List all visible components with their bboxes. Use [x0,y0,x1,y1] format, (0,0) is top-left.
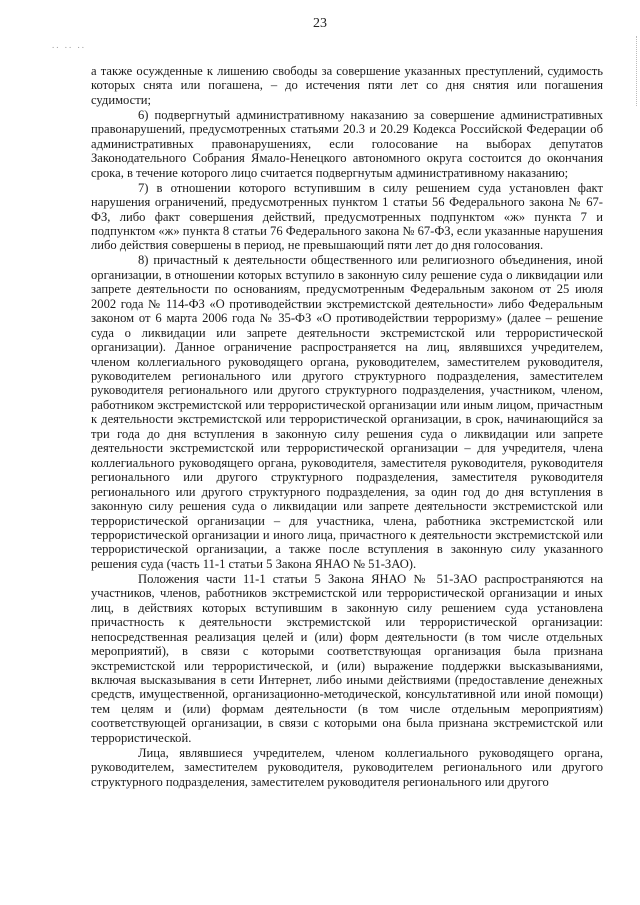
document-body [91,64,603,789]
paragraph-item-8: 8) причастный к деятельности общественного или религиозного объединения, иной организации, в отношении которых вступило в законную силу решение суда о ликвидации или запрете деятельности по основаниям, предусмотренным Федеральным законом от 25 июля 2002 года № 114-ФЗ «О противодействии экстремистской деятельности» либо Федеральным законом от 6 марта 2006 года № 35-ФЗ «О противодействии терроризму» (далее – решение суда о ликвидации или запрете деятельности экстремистской или террористической организации). Данное ограничение распространяется на лиц, являвшихся учредителем, членом коллегиального руководящего органа, руководителем, заместителем руководителя, руководителем регионального или другого структурного подразделения, заместителем руководителя регионального или другого структурного подразделения, участником, членом, работником экстремистской или террористической организации или иным лицом, причастным к деятельности экстремистской или террористической организации, в срок, начинающийся за три года до дня вступления в законную силу решения суда о ликвидации или запрете деятельности экстремистской или террористической организации – для учредителя, члена коллегиального руководящего органа, руководителя, заместителя руководителя, руководителя регионального или другого структурного подразделения, заместителя руководителя регионального или другого структурного подразделения, за один год до дня вступления в законную силу решения суда о ликвидации или запрете деятельности экстремистской или террористической организации – для участника, члена, работника экстремистской или террористической организации и иного лица, причастного к деятельности экстремистской или террористической организации, а также после вступления в законную силу указанного решения суда (часть 11-1 статьи 5 Закона ЯНАО № 51-ЗАО). [91,253,603,571]
scan-corner-marks: .. .. .. [52,40,86,50]
paragraph-persons: Лица, являвшиеся учредителем, членом коллегиального руководящего органа, руководителем, заместителем руководителя, руководителем регионального или другого структурного подразделения, заместителем руководителя регионального или другого [91,745,603,789]
paragraph-continuation: а также осужденные к лишению свободы за совершение указанных преступлений, судимость которых снята или погашена, – до истечения пяти лет со дня снятия или погашения судимости; [91,64,603,107]
paragraph-provisions: Положения части 11-1 статьи 5 Закона ЯНАО № 51-ЗАО распространяются на участников, членов, работников экстремистской или террористической организации и иных лиц, в действиях которых вступившим в законную силу решением суда установлена причастность к деятельности экстремистской или террористической организации: непосредственная реализация целей и (или) форм деятельности (в том числе отдельных мероприятий), в связи с которыми соответствующая организация была признана экстремистской или террористической, и (или) выражение поддержки высказываниями, включая высказывания в сети Интернет, либо иными действиями (предоставление денежных средств, имущественной, организационно-методической, консультативной или иной помощи) тем целям и (или) формам деятельности (в том числе отдельным мероприятиям) соответствующей организации, в связи с которыми она была признана экстремистской или террористической. [91,571,603,745]
paragraph-item-6: 6) подвергнутый административному наказанию за совершение административных правонарушений, предусмотренных статьями 20.3 и 20.29 Кодекса Российской Федерации об административных правонарушениях, если голосование на выборах депутатов Законодательного Собрания Ямало-Ненецкого автономного округа состоится до окончания срока, в течение которого лицо считается подвергнутым административному наказанию; [91,107,603,180]
paragraph-item-7: 7) в отношении которого вступившим в силу решением суда установлен факт нарушения ограничений, предусмотренных пунктом 1 статьи 56 Федерального закона № 67-ФЗ, либо факт совершения действий, предусмотренных подпунктом «ж» пункта 7 и подпунктом «ж» пункта 8 статьи 76 Федерального закона № 67-ФЗ, если указанные нарушения либо действия совершены в период, не превышающий пяти лет до дня голосования. [91,180,603,253]
page-number: 23 [313,16,327,31]
scan-edge-mark [632,36,637,106]
